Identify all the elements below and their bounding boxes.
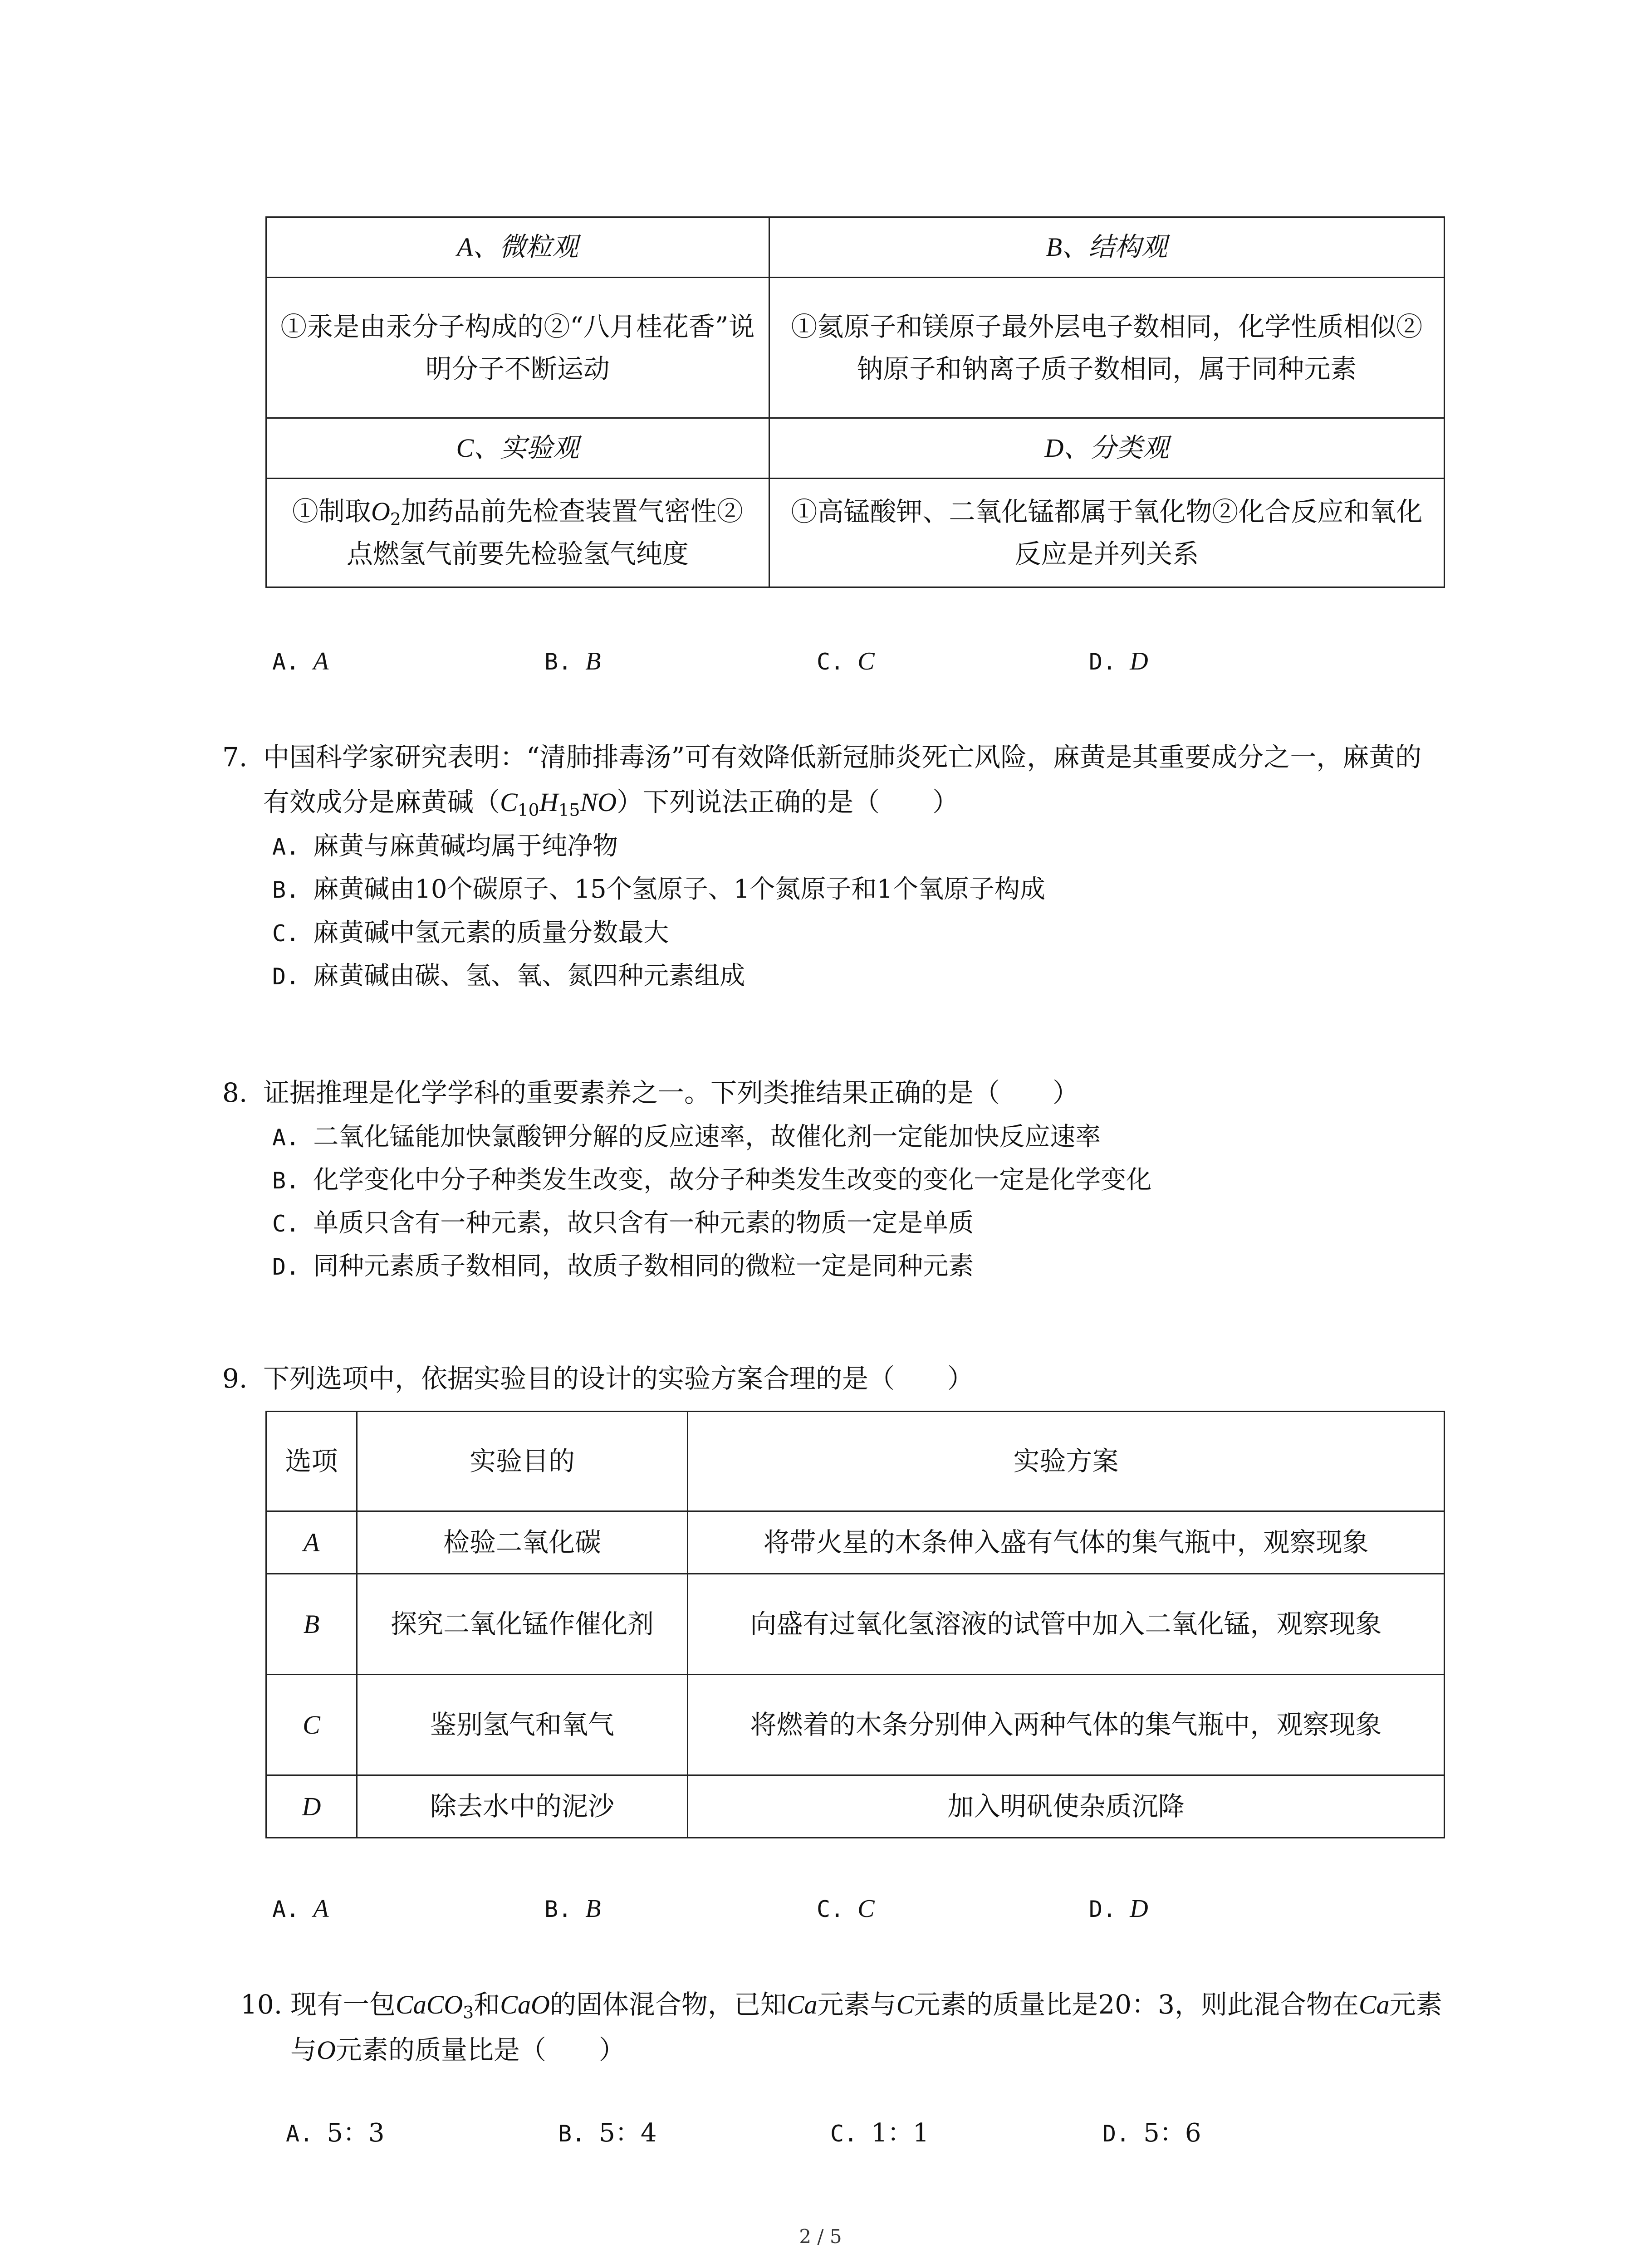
q10-choice-c[interactable]: C. 1：1 bbox=[830, 2118, 929, 2148]
q10-choice-b[interactable]: B. 5：4 bbox=[558, 2118, 657, 2148]
q6-cell-a-head bbox=[266, 217, 769, 278]
q9-options bbox=[272, 1887, 1361, 1931]
q9-row-c-plan: 将燃着的木条分别伸入两种气体的集气瓶中，观察现象 bbox=[688, 1675, 1445, 1775]
q6-cell-b-body: ①氦原子和镁原子最外层电子数相同，化学性质相似②钠原子和钠离子质子数相同，属于同种元素 bbox=[769, 278, 1444, 418]
question-7 bbox=[222, 735, 1447, 997]
q8-choice-d[interactable]: D. 同种元素质子数相同，故质子数相同的微粒一定是同种元素 bbox=[272, 1251, 974, 1281]
q9-row-d-purpose: 除去水中的泥沙 bbox=[357, 1775, 687, 1838]
q9-row-a-purpose: 检验二氧化碳 bbox=[357, 1511, 687, 1574]
q8-choice-b[interactable]: B. 化学变化中分子种类发生改变，故分子种类发生改变的变化一定是化学变化 bbox=[272, 1165, 1152, 1195]
table-row bbox=[266, 1775, 1445, 1838]
q9-option-a[interactable]: A. A bbox=[272, 1895, 329, 1923]
q9-row-c-purpose: 鉴别氢气和氧气 bbox=[357, 1675, 687, 1775]
c-body-post: 加药品前先检查装置气密性②点燃氢气前要先检验氢气纯度 bbox=[346, 496, 743, 569]
q7-choice-b[interactable]: B. 麻黄碱由10个碳原子、15个氢原子、1个氮原子和1个氧原子构成 bbox=[272, 875, 1045, 904]
question-8 bbox=[222, 1070, 1447, 1288]
question-10 bbox=[240, 1982, 1447, 2072]
q8-choice-c[interactable]: C. 单质只含有一种元素，故只含有一种元素的物质一定是单质 bbox=[272, 1208, 974, 1238]
q10-stem: 10. 现有一包CaCO$_3$和CaO的固体混合物，已知Ca元素与C元素的质量比是20：3，则此混合物在Ca元素与O元素的质量比是（ ） bbox=[240, 1982, 1447, 2072]
q10-options bbox=[286, 2112, 1375, 2155]
q9-row-b-purpose: 探究二氧化锰作催化剂 bbox=[357, 1574, 687, 1675]
o2-formula: O bbox=[371, 497, 390, 527]
question-9 bbox=[222, 1356, 1447, 1401]
q9-row-b-option: B bbox=[266, 1574, 357, 1675]
c-head-text: C、实验观 bbox=[456, 433, 579, 463]
q10-choice-a[interactable]: A. 5：3 bbox=[286, 2118, 385, 2148]
table-row bbox=[266, 1574, 1445, 1675]
q10-number: 10. bbox=[240, 1989, 283, 2020]
page-number: 2 / 5 bbox=[799, 2225, 842, 2248]
d-head-text: D、分类观 bbox=[1044, 433, 1169, 463]
q7-choice-c[interactable]: C. 麻黄碱中氢元素的质量分数最大 bbox=[272, 918, 669, 948]
q7-stem: 7. 中国科学家研究表明：“清肺排毒汤”可有效降低新冠肺炎死亡风险，麻黄是其重要成分之一，麻黄的有效成分是麻黄碱$(C_{10}H_{15}NO)$下列说法正确的是（ ） bbox=[222, 735, 1447, 825]
q6-option-d[interactable]: D. D bbox=[1089, 647, 1148, 675]
b-head-text: B、结构观 bbox=[1046, 232, 1168, 262]
a-head-text: A、微粒观 bbox=[457, 232, 578, 262]
q9-row-a-option: A bbox=[266, 1511, 357, 1574]
q9-row-a-plan: 将带火星的木条伸入盛有气体的集气瓶中，观察现象 bbox=[688, 1511, 1445, 1574]
q6-table bbox=[265, 216, 1445, 588]
o2-subscript: 2 bbox=[390, 509, 401, 529]
q9-header-option: 选项 bbox=[266, 1412, 357, 1511]
q6-cell-a-body: ①汞是由汞分子构成的②“八月桂花香”说明分子不断运动 bbox=[266, 278, 769, 418]
table-row bbox=[266, 1511, 1445, 1574]
q6-option-c[interactable]: C. C bbox=[817, 647, 875, 675]
q8-stem: 8. 证据推理是化学学科的重要素养之一。下列类推结果正确的是（ ） bbox=[222, 1070, 1447, 1115]
q6-option-b[interactable]: B. B bbox=[544, 647, 601, 675]
q9-option-b[interactable]: B. B bbox=[544, 1895, 601, 1923]
q9-header-purpose: 实验目的 bbox=[357, 1412, 687, 1511]
q8-choice-a[interactable]: A. 二氧化锰能加快氯酸钾分解的反应速率，故催化剂一定能加快反应速率 bbox=[272, 1122, 1101, 1152]
q8-number: 8. bbox=[222, 1077, 248, 1108]
q6-options bbox=[272, 640, 1361, 683]
q9-header-plan: 实验方案 bbox=[688, 1412, 1445, 1511]
q6-cell-b-head bbox=[769, 217, 1444, 278]
q6-cell-c-head bbox=[266, 418, 769, 479]
q9-row-b-plan: 向盛有过氧化氢溶液的试管中加入二氧化锰，观察现象 bbox=[688, 1574, 1445, 1675]
q9-table bbox=[265, 1411, 1445, 1838]
q7-choice-d[interactable]: D. 麻黄碱由碳、氢、氧、氮四种元素组成 bbox=[272, 961, 745, 991]
c-body-pre: ①制取 bbox=[292, 496, 371, 527]
q6-cell-c-body bbox=[266, 479, 769, 587]
q9-stem: 9. 下列选项中，依据实验目的设计的实验方案合理的是（ ） bbox=[222, 1356, 1447, 1401]
q7-choice-a[interactable]: A. 麻黄与麻黄碱均属于纯净物 bbox=[272, 831, 618, 861]
q9-row-d-option: D bbox=[266, 1775, 357, 1838]
table-row bbox=[266, 1675, 1445, 1775]
q6-cell-d-body: ①高锰酸钾、二氧化锰都属于氧化物②化合反应和氧化反应是并列关系 bbox=[769, 479, 1444, 587]
q9-row-c-option: C bbox=[266, 1675, 357, 1775]
q9-row-d-plan: 加入明矾使杂质沉降 bbox=[688, 1775, 1445, 1838]
q9-number: 9. bbox=[222, 1363, 248, 1394]
q6-cell-d-head bbox=[769, 418, 1444, 479]
q6-option-a[interactable]: A. A bbox=[272, 647, 329, 675]
q7-number: 7. bbox=[222, 742, 248, 772]
q9-option-c[interactable]: C. C bbox=[817, 1895, 875, 1923]
q9-option-d[interactable]: D. D bbox=[1089, 1895, 1148, 1923]
q10-choice-d[interactable]: D. 5：6 bbox=[1102, 2118, 1201, 2148]
